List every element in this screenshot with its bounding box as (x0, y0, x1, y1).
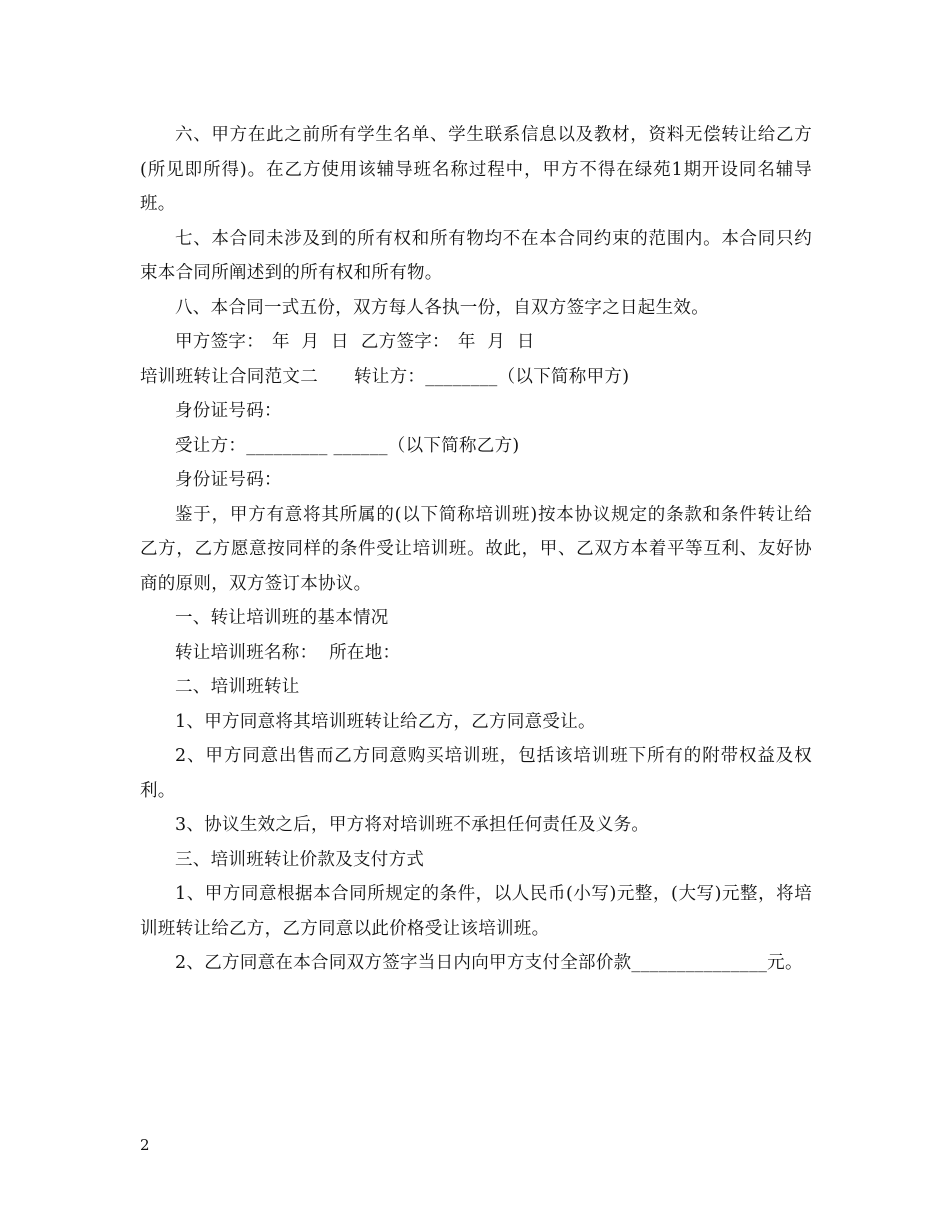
second-contract-title: 培训班转让合同范文二 (140, 366, 318, 387)
section-three-item: 2、乙方同意在本合同双方签字当日内向甲方支付全部价款_______________元。 (175, 953, 803, 973)
section-two-item: 1、甲方同意将其培训班转让给乙方，乙方同意受让。 (175, 711, 596, 732)
transferor-line: 转让方：________（以下简称甲方) (354, 366, 630, 387)
preamble-paragraph: 鉴于，甲方有意将其所属的(以下简称培训班)按本协议规定的条款和条件转让给乙方，乙方愿意按同样的条件受让培训班。故此，甲、乙双方本着平等互利、友好协商的原则，双方签订本协议。 (140, 504, 812, 594)
party-b-signature-date: 年 月 日 (457, 332, 535, 352)
section-three-heading: 三、培训班转让价款及支付方式 (175, 849, 425, 870)
document-body (140, 118, 812, 981)
section-one-heading: 一、转让培训班的基本情况 (175, 608, 389, 628)
party-b-signature-label: 乙方签字： (360, 332, 450, 352)
signature-line (140, 325, 812, 360)
page-number: 2 (140, 1136, 150, 1154)
section-one-line: 转让培训班名称： 所在地： (175, 642, 401, 663)
transferor-id-line: 身份证号码： (175, 401, 282, 421)
transferee-id-line: 身份证号码： (175, 470, 282, 490)
transferee-line: 受让方：_________ ______（以下简称乙方) (175, 435, 520, 456)
clause-six: 六、甲方在此之前所有学生名单、学生联系信息以及教材，资料无偿转让给乙方(所见即所得)。在乙方使用该辅导班名称过程中，甲方不得在绿苑1期开设同名辅导班。 (140, 125, 812, 214)
clause-eight: 八、本合同一式五份，双方每人各执一份，自双方签字之日起生效。 (175, 297, 709, 318)
party-a-signature-label: 甲方签字： (175, 332, 264, 352)
party-a-signature-date: 年 月 日 (272, 332, 349, 352)
section-two-item: 2、甲方同意出售而乙方同意购买培训班，包括该培训班下所有的附带权益及权利。 (140, 746, 812, 801)
section-three-item: 1、甲方同意根据本合同所规定的条件，以人民币(小写)元整，(大写)元整，将培训班转让给乙方，乙方同意以此价格受让该培训班。 (140, 884, 812, 939)
second-contract-title-line (140, 360, 812, 395)
clause-seven: 七、本合同未涉及到的所有权和所有物均不在本合同约束的范围内。本合同只约束本合同所阐述到的所有权和所有物。 (140, 228, 812, 283)
section-two-heading: 二、培训班转让 (175, 677, 300, 697)
section-two-item: 3、协议生效之后，甲方将对培训班不承担任何责任及义务。 (175, 815, 650, 835)
